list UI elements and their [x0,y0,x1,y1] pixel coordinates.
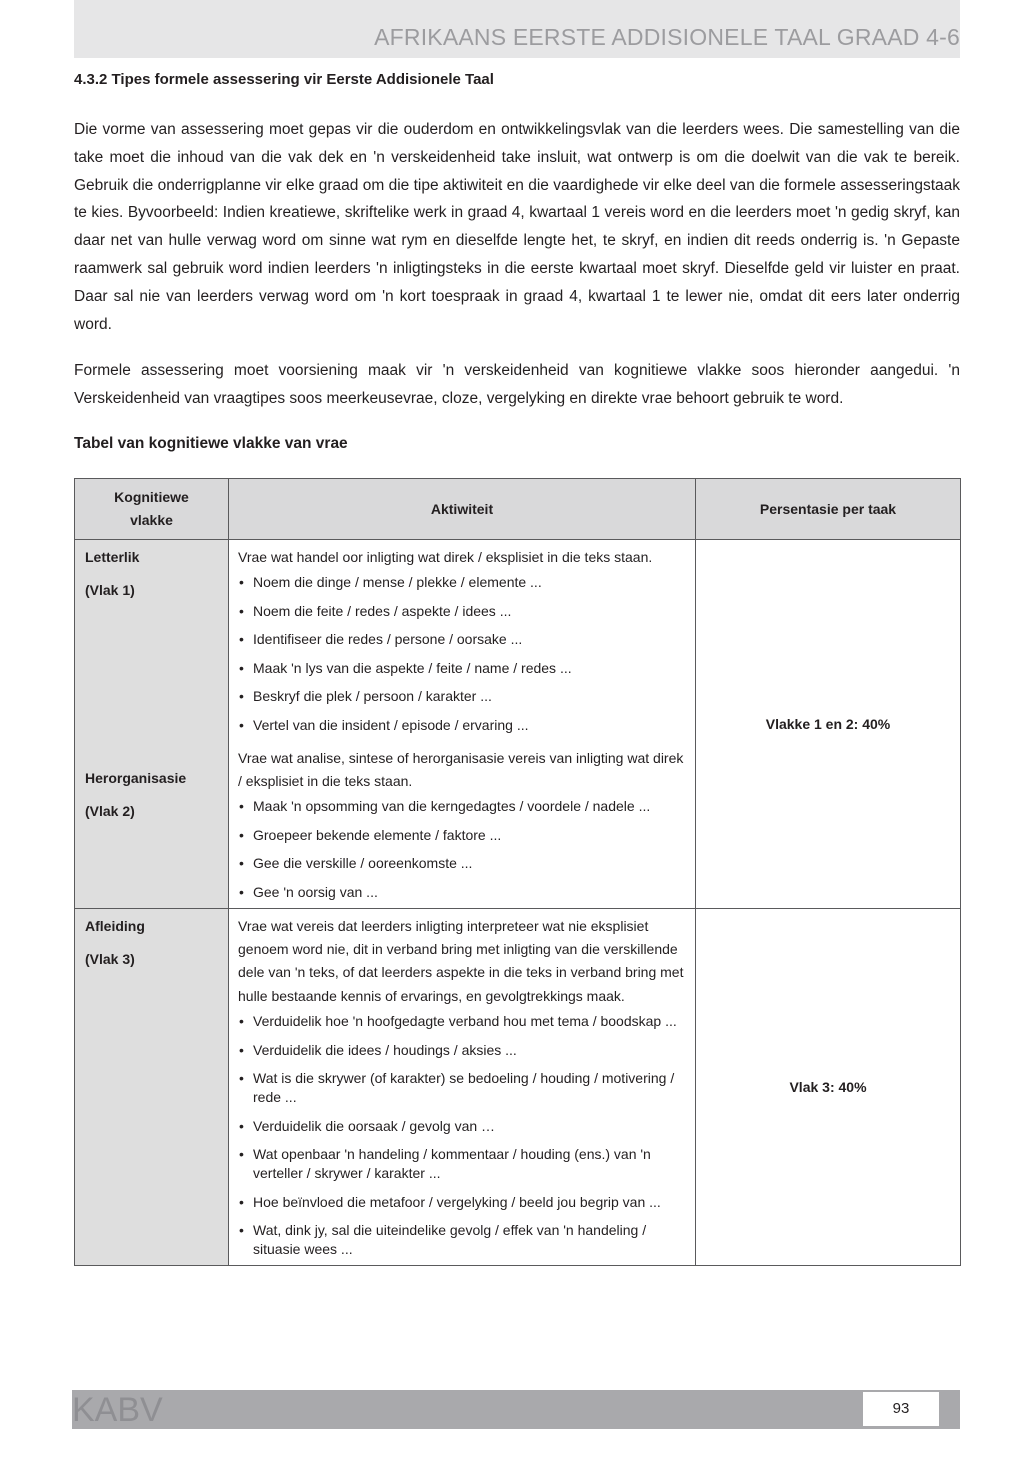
levels-1-2-cell [75,540,229,909]
activity-list [238,1012,685,1259]
running-header-title: AFRIKAANS EERSTE ADDISIONELE TAAL GRAAD 4-6 [374,24,960,50]
list-item: • Verduidelik die idees / houdings / aksies ... [238,1041,685,1060]
list-item: • Identifiseer die redes / persone / oorsake ... [238,630,685,649]
list-item: • Maak 'n lys van die aspekte / feite / name / redes ... [238,659,685,678]
level-description: Vrae wat handel oor inligting wat direk / eksplisiet in die teks staan. [238,549,653,565]
level-name: Herorganisasie [85,770,187,786]
list-item: • Verduidelik hoe 'n hoofgedagte verband hou met tema / boodskap ... [238,1012,685,1031]
activity-list [238,797,685,902]
table-header-row [75,479,961,540]
section-heading: 4.3.2 Tipes formele assessering vir Eerste Addisionele Taal [74,71,494,88]
list-item: • Wat openbaar 'n handeling / kommentaar / houding (ens.) van 'n verteller / skrywer / karakter ... [238,1145,685,1183]
level-name: Afleiding [85,917,145,934]
activity-list [238,573,685,735]
header-activity: Aktiwiteit [229,479,696,540]
list-item: • Noem die feite / redes / aspekte / idees ... [238,602,685,621]
footer-band [72,1390,960,1429]
list-item: • Gee 'n oorsig van ... [238,883,685,902]
table-heading: Tabel van kognitiewe vlakke van vrae [74,435,348,452]
list-item: • Noem die dinge / mense / plekke / elemente ... [238,573,685,592]
level-description: Vrae wat vereis dat leerders inligting interpreteer wat nie eksplisiet genoem word nie, dit in verband bring met inligting van die verskillende dele van 'n teks, of dat leerders aspekte in die teks in verband bring met hulle bestaande kennis of ervarings, en gevolgtrekkings maak. [238,917,684,1004]
percentage-levels-1-2: Vlakke 1 en 2: 40% [696,540,961,909]
level-name: Letterlik [85,549,140,565]
list-item: • Wat, dink jy, sal die uiteindelike gevolg / effek van 'n handeling / situasie wees ... [238,1221,685,1259]
table-row [75,540,961,909]
footer-logo: KABV [72,1391,163,1429]
list-item: • Vertel van die insident / episode / ervaring ... [238,716,685,735]
level-description: Vrae wat analise, sintese of herorganisasie vereis van inligting wat direk / eksplisiet in die teks staan. [238,749,684,790]
level-number: (Vlak 3) [85,950,135,967]
level-number: (Vlak 1) [85,582,135,598]
list-item: • Maak 'n opsomming van die kerngedagtes / voordele / nadele ... [238,797,685,816]
list-item: • Gee die verskille / ooreenkomste ... [238,854,685,873]
header-percentage: Persentasie per taak [696,479,961,540]
table-row [75,908,961,1265]
list-item: • Beskryf die plek / persoon / karakter ... [238,687,685,706]
list-item: • Hoe beïnvloed die metafoor / vergelyking / beeld jou begrip van ... [238,1193,685,1212]
body-paragraph-1: Die vorme van assessering moet gepas vir die ouderdom en ontwikkelingsvlak van die leerders wees. Die samestelling van die take moet die inhoud van die vak dek en 'n verskeidenheid take insluit, wat ontwerp is om die doelwit van die vak te bereik. Gebruik die onderrigplanne vir elke graad om die tipe aktiwiteit en die vaardighede vir elke deel van die formele assesseringstaak te kies. Byvoorbeeld: Indien kreatiewe, skriftelike werk in graad 4, kwartaal 1 vereis word en die leerders moet 'n gedig skryf, kan daar net van hulle verwag word om sinne wat rym en dieselfde lengte het, te skryf, en indien dit reeds onderrig is. 'n Gepaste raamwerk sal gebruik word indien leerders 'n inligtingsteks in die eerste kwartaal moet skryf. Dieselfde geld vir luister en praat. Daar sal nie van leerders verwag word om 'n kort toespraak in graad 4, kwartaal 1 te lewer nie, omdat dit eers later onderrig word. [74,121,960,333]
body-paragraph-2: Formele assessering moet voorsiening maak vir 'n verskeidenheid van kognitiewe vlakke soos hieronder aangedui. 'n Verskeidenheid van vraagtipes soos meerkeusevrae, cloze, vergelyking en direkte vrae behoort gebruik te word. [74,362,960,407]
level-number: (Vlak 2) [85,803,135,819]
header-cognitive-levels: Kognitiewe vlakke [75,479,229,540]
levels-1-2-activity-cell [229,540,696,909]
percentage-level-3: Vlak 3: 40% [696,908,961,1265]
level-3-activity-cell [229,908,696,1265]
list-item: • Groepeer bekende elemente / faktore ... [238,826,685,845]
list-item: • Verduidelik die oorsaak / gevolg van … [238,1117,685,1136]
level-3-cell [75,908,229,1265]
list-item: • Wat is die skrywer (of karakter) se bedoeling / houding / motivering / rede ... [238,1069,685,1107]
cognitive-levels-table [74,478,961,1266]
page-number: 93 [863,1392,939,1426]
